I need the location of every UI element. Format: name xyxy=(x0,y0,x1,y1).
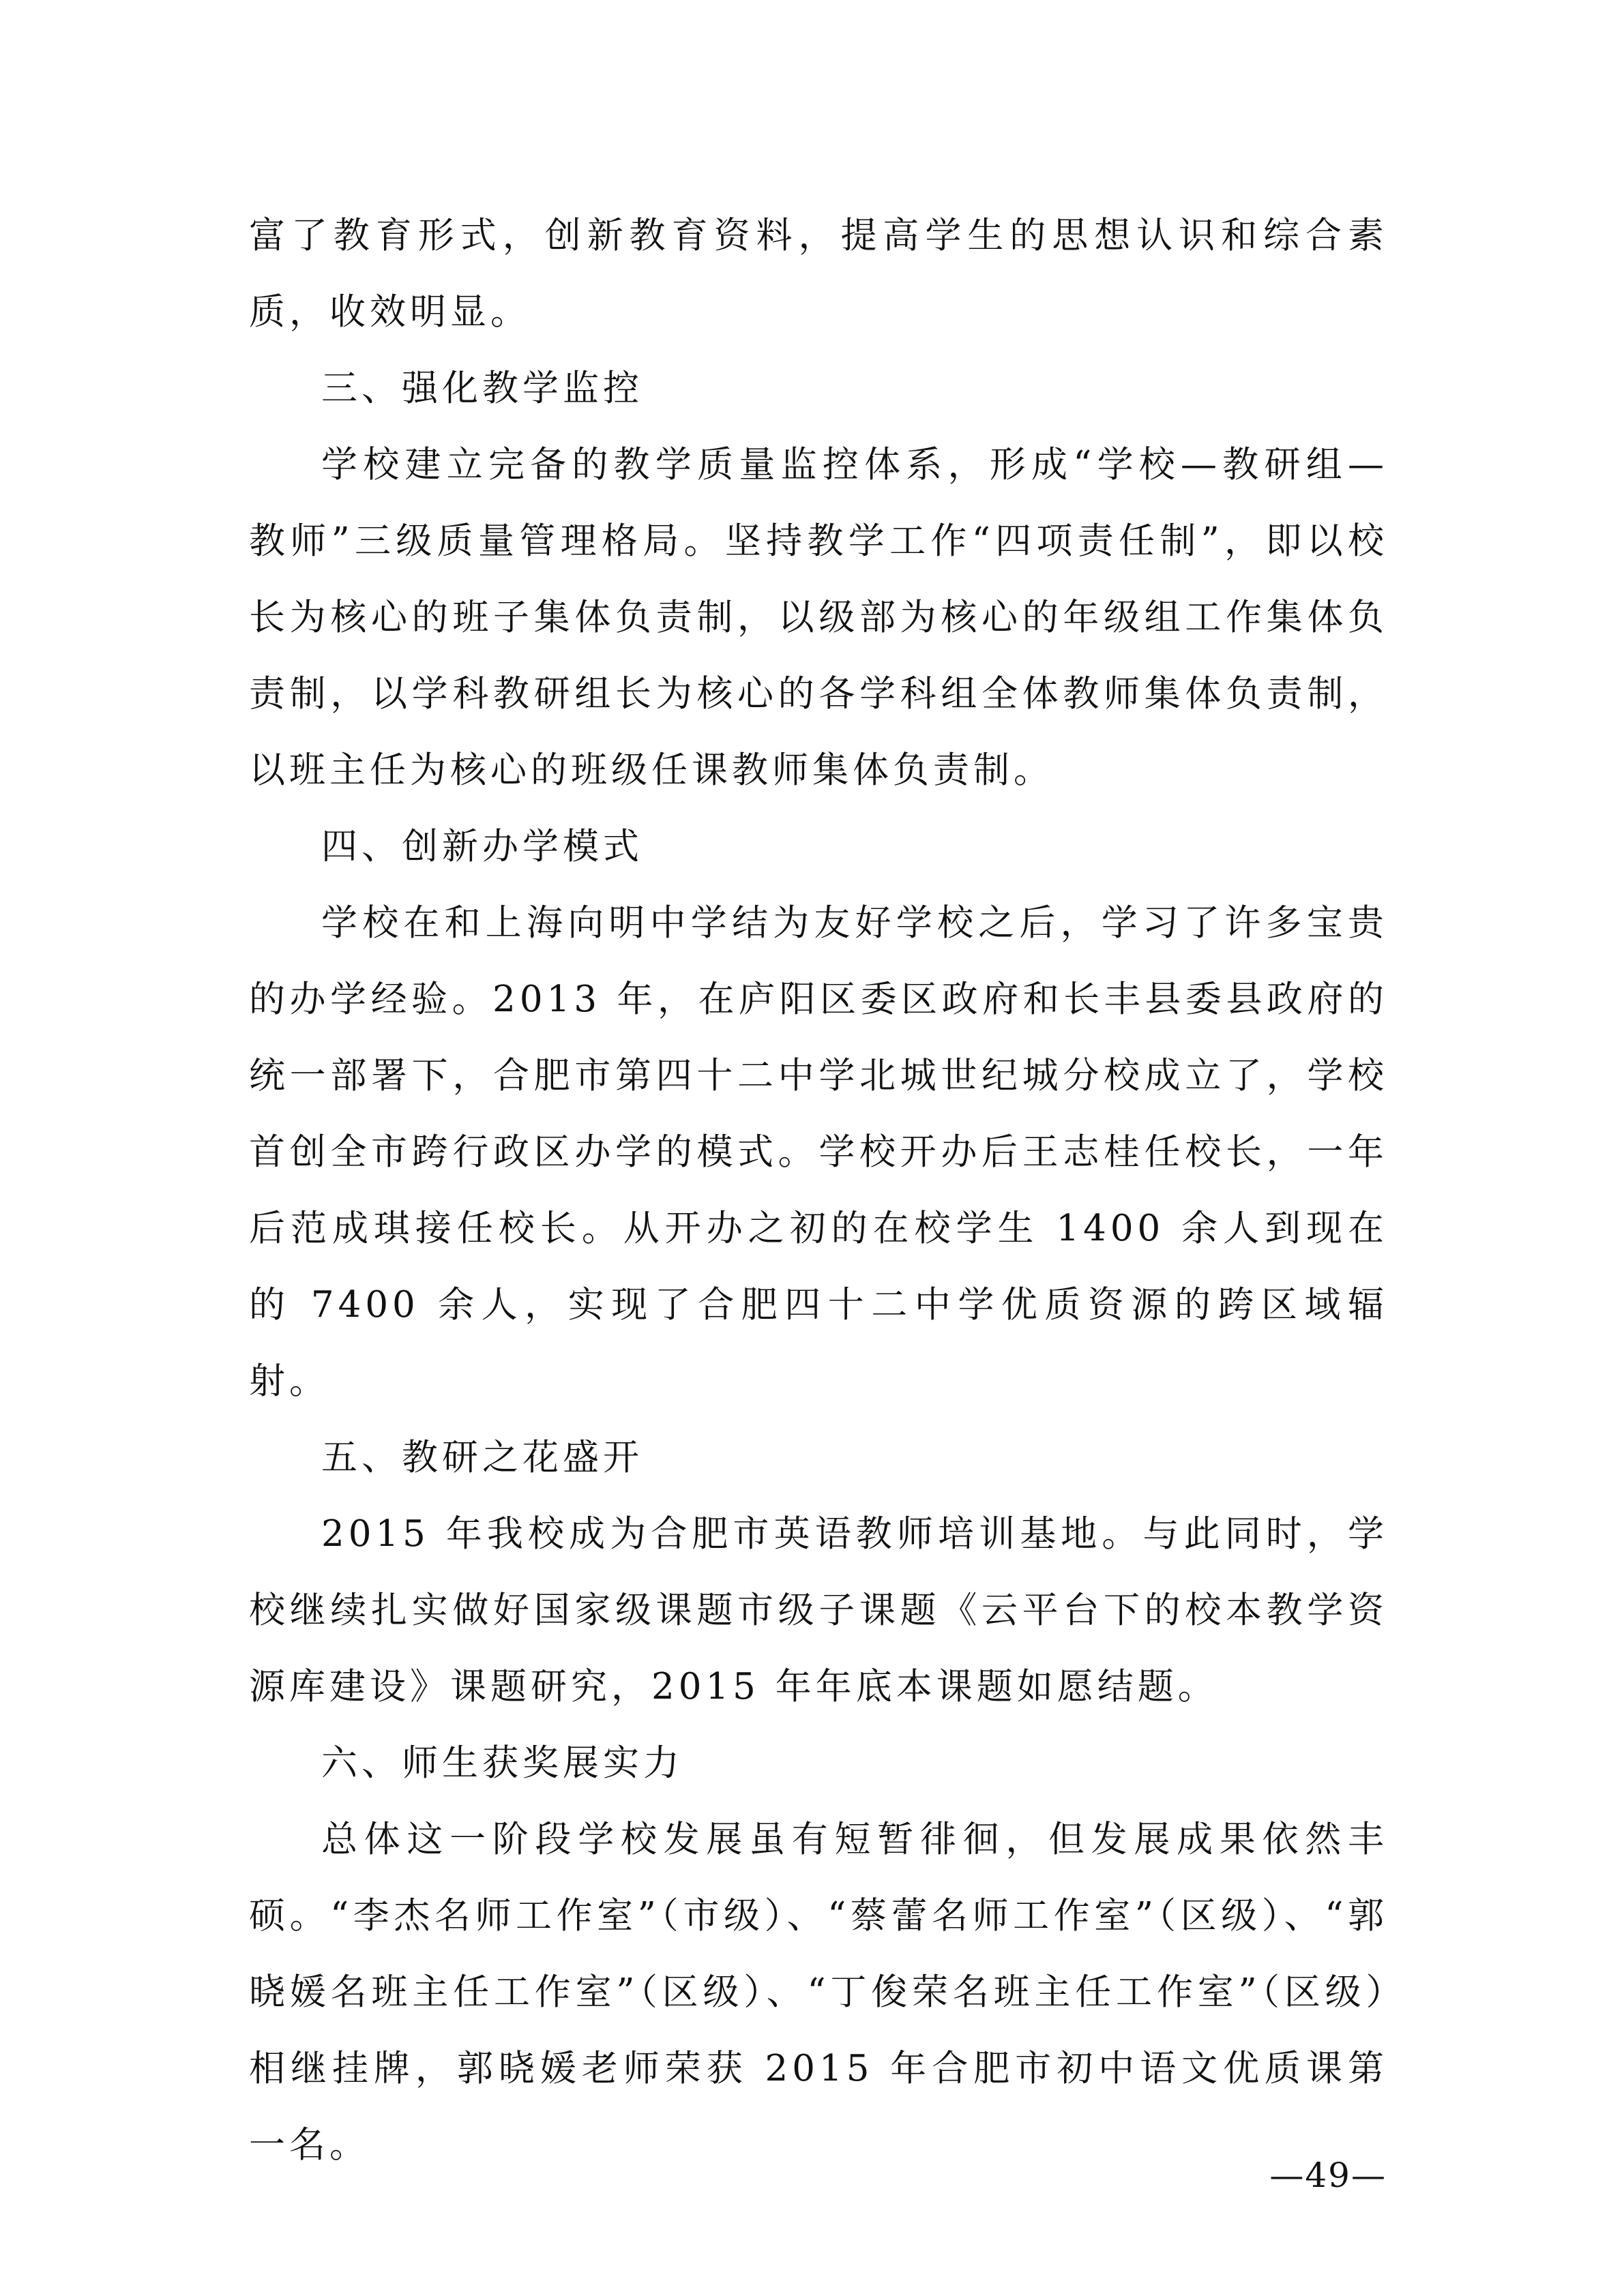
page-number: —49— xyxy=(1269,2156,1387,2195)
section-heading-five: 五、教研之花盛开 xyxy=(321,1437,643,1478)
paragraph-continuation: 富了教育形式，创新教育资料，提高学生的思想认识和综合素质，收效明显。 xyxy=(249,215,1388,333)
paragraph-research: 2015 年我校成为合肥市英语教师培训基地。与此同时，学校继续扎实做好国家级课题市级子课题《云平台下的校本教学资源库建设》课题研究，2015 年年底本课题如愿结题。 xyxy=(249,1513,1388,1708)
paragraph-school-model: 学校在和上海向明中学结为友好学校之后，学习了许多宝贵的办学经验。2013 年，在庐阳区委区政府和长丰县委县政府的统一部署下，合肥市第四十二中学北城世纪城分校成立了，学校首创全市跨行政区办学的模式。学校开办后王志桂任校长，一年后范成琪接任校长。从开办之初的在校学生 1400 余人到现在的 7400 余人，实现了合肥四十二中学优质资源的跨区域辐射。 xyxy=(249,902,1388,1402)
section-heading-six: 六、师生获奖展实力 xyxy=(321,1742,683,1784)
paragraph-teaching-monitoring: 学校建立完备的教学质量监控体系，形成“学校—教研组—教师”三级质量管理格局。坚持教学工作“四项责任制”，即以校长为核心的班子集体负责制，以级部为核心的年级组工作集体负责制，以学科教研组长为核心的各学科组全体教师集体负责制，以班主任为核心的班级任课教师集体负责制。 xyxy=(249,444,1388,791)
section-heading-four: 四、创新办学模式 xyxy=(321,826,643,867)
section-heading-three: 三、强化教学监控 xyxy=(321,368,643,409)
document-body xyxy=(249,198,1388,2183)
paragraph-awards: 总体这一阶段学校发展虽有短暂徘徊，但发展成果依然丰硕。“李杰名师工作室”（市级）、“蔡蕾名师工作室”（区级）、“郭晓媛名班主任工作室”（区级）、“丁俊荣名班主任工作室”（区级）相继挂牌，郭晓媛老师荣获 2015 年合肥市初中语文优质课第一名。 xyxy=(249,1819,1388,2166)
